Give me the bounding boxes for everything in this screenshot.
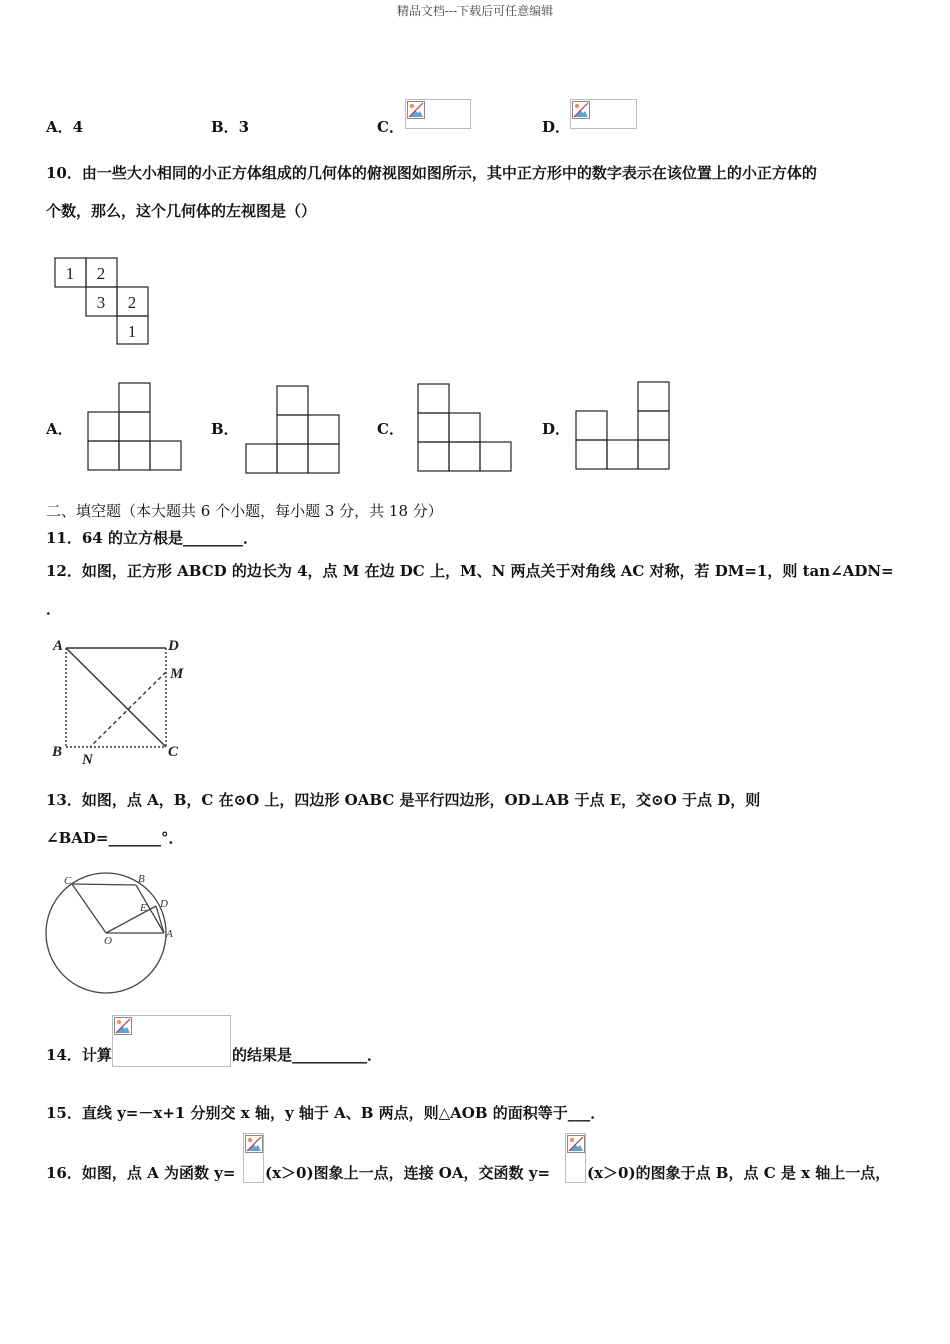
label-e: E [140, 902, 147, 914]
broken-image-icon [572, 101, 590, 119]
grid-cell-2-1: 3 [96, 293, 106, 312]
q9-option-c: C． [377, 118, 404, 136]
q16-part1: 16．如图，点 A 为函数 y= [46, 1164, 236, 1182]
grid-cell-1-1: 1 [65, 264, 75, 283]
q12-line1: 12．如图，正方形 ABCD 的边长为 4，点 M 在边 DC 上，M、N 两点关于对角线 AC 对称，若 DM=1，则 tan∠ADN= [46, 562, 894, 580]
label-n: N [82, 752, 93, 768]
label-m: M [170, 666, 184, 682]
q10-line2: 个数，那么，这个几何体的左视图是（） [46, 202, 317, 220]
broken-image-icon [567, 1135, 585, 1153]
grid-cell-3-1: 1 [127, 322, 137, 341]
q10-option-d: D． [542, 420, 571, 438]
q9-option-a: A．4 [46, 118, 84, 136]
grid-cell-1-2: 2 [96, 264, 106, 283]
label-d: D [168, 638, 179, 654]
label-c: C [64, 875, 72, 887]
q12-line2: ． [46, 600, 62, 618]
section-2-heading: 二、填空题（本大题共 6 个小题，每小题 3 分，共 18 分） [46, 502, 443, 520]
q14-prefix: 14．计算 [46, 1046, 112, 1064]
broken-image-icon [407, 101, 425, 119]
q13-line2: ∠BAD=_______°． [46, 829, 184, 847]
q10-line1: 10．由一些大小相同的小正方体组成的几何体的俯视图如图所示，其中正方形中的数字表示在该位置上的小正方体的 [46, 164, 817, 182]
q9-option-d: D． [542, 118, 571, 136]
q13-line1: 13．如图，点 A，B，C 在⊙O 上，四边形 OABC 是平行四边形，OD⊥AB 于点 E，交⊙O 于点 D，则 [46, 791, 761, 809]
label-a: A [166, 928, 173, 940]
broken-image-q16-2 [565, 1133, 586, 1183]
label-b: B [52, 744, 63, 760]
q10-option-c: C． [377, 420, 404, 438]
label-c: C [168, 744, 179, 760]
grid-cell-2-2: 2 [127, 293, 137, 312]
page-header: 精品文档---下载后可任意编辑 [396, 4, 554, 18]
broken-image-q16-1 [243, 1133, 264, 1183]
q16-part2: (x＞0)图象上一点，连接 OA，交函数 y= [265, 1164, 551, 1182]
label-o: O [104, 935, 112, 947]
label-d: D [160, 898, 168, 910]
broken-image-icon [245, 1135, 263, 1153]
broken-image-icon [114, 1017, 132, 1035]
label-b: B [138, 873, 145, 885]
q9-option-b: B．3 [211, 118, 250, 136]
broken-image-d [570, 99, 637, 129]
broken-image-c [405, 99, 471, 129]
q15: 15．直线 y=－x+1 分别交 x 轴，y 轴于 A、B 两点，则△AOB 的面积等于___． [46, 1104, 606, 1122]
q14-suffix: 的结果是__________． [232, 1046, 383, 1064]
q10-option-b: B． [211, 420, 239, 438]
q16-part3: (x＞0)的图象于点 B，点 C 是 x 轴上一点， [587, 1164, 891, 1182]
q11: 11．64 的立方根是________． [46, 529, 258, 547]
broken-image-q14 [112, 1015, 231, 1067]
label-a: A [53, 638, 64, 654]
q10-option-a: A． [46, 420, 73, 438]
